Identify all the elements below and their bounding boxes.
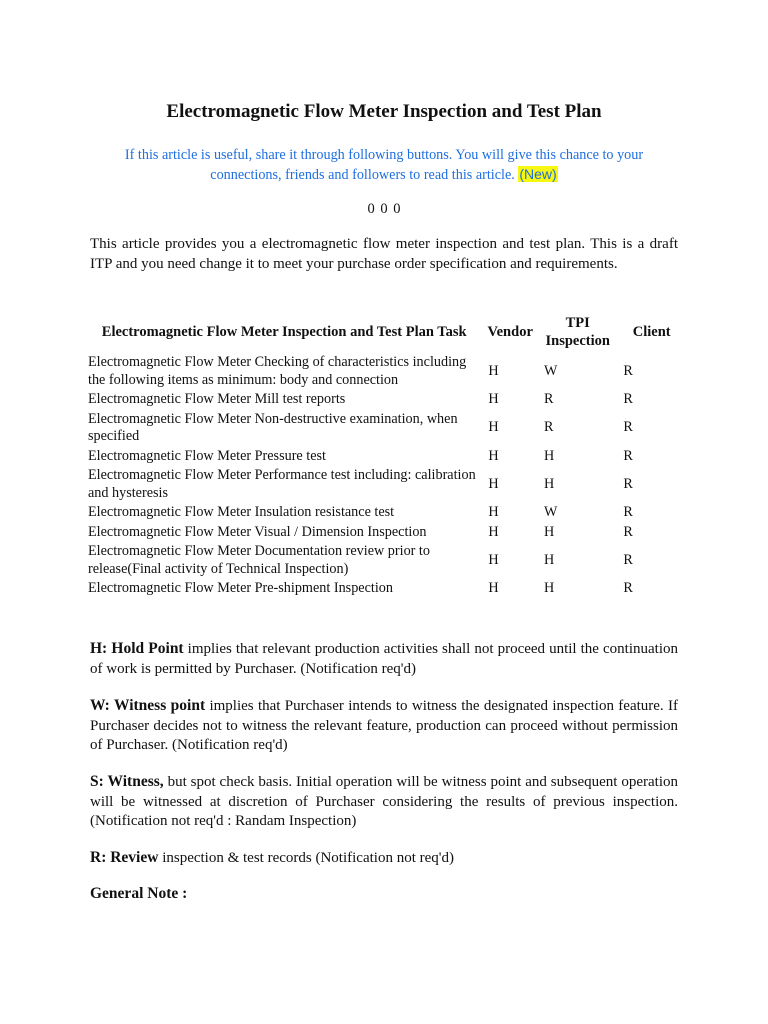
task-cell: Electromagnetic Flow Meter Insulation resistance test <box>88 504 395 520</box>
task-cell: Electromagnetic Flow Meter Documentation review prior to release(Final activity of Technical Inspection) <box>88 543 430 577</box>
table-row <box>86 410 686 447</box>
table-row <box>86 466 686 503</box>
definition-witness-point <box>90 696 678 756</box>
table-row <box>86 353 686 390</box>
task-cell: Electromagnetic Flow Meter Visual / Dimension Inspection <box>88 523 427 540</box>
tpi-cell: H <box>544 523 555 540</box>
vendor-cell: H <box>488 362 499 379</box>
tpi-cell: H <box>544 551 555 568</box>
table-row <box>86 579 686 599</box>
client-cell: R <box>623 447 633 464</box>
vendor-cell: H <box>488 447 499 464</box>
definition-hold-point <box>90 639 678 679</box>
task-cell: Electromagnetic Flow Meter Checking of characteristics including the following items as minimum: body and connection <box>88 354 467 388</box>
page-title: Electromagnetic Flow Meter Inspection and Test Plan <box>166 101 602 122</box>
tpi-cell: H <box>544 475 555 492</box>
definition-text: implies that Purchaser intends to witness the designated inspection feature. If Purchaser decides not to witness the relevant feature, production can proceed without permission of Purchaser. (Notification req'd) <box>90 698 678 753</box>
vendor-cell: H <box>488 580 499 596</box>
header-tpi-line1: TPI <box>565 315 590 331</box>
tpi-cell: H <box>544 580 555 596</box>
tpi-cell: W <box>544 362 558 379</box>
general-note-heading: General Note : <box>90 885 188 902</box>
tpi-cell: H <box>544 447 555 464</box>
definition-review <box>90 848 678 869</box>
definition-text: inspection & test records (Notification not req'd) <box>162 850 454 866</box>
definition-term: W: Witness point <box>90 697 206 714</box>
table-row <box>86 503 686 523</box>
definition-text: implies that relevant production activities shall not proceed until the continuation of work is permitted by Purchaser. (Notification req'd) <box>90 641 678 677</box>
vendor-cell: H <box>488 551 499 568</box>
table-row <box>86 523 686 543</box>
table-row <box>86 542 686 579</box>
header-client: Client <box>632 324 671 340</box>
header-vendor: Vendor <box>487 324 533 340</box>
vendor-cell: H <box>488 504 499 520</box>
task-cell: Electromagnetic Flow Meter Pressure test <box>88 447 326 464</box>
client-cell: R <box>623 551 633 568</box>
header-tpi <box>538 314 617 353</box>
vendor-cell: H <box>488 523 499 540</box>
tpi-cell: R <box>544 419 554 436</box>
task-cell: Electromagnetic Flow Meter Performance test including: calibration and hysteresis <box>88 467 476 501</box>
share-count[interactable]: 0 <box>380 201 388 217</box>
vendor-cell: H <box>488 419 499 436</box>
client-cell: R <box>623 419 633 436</box>
client-cell: R <box>623 475 633 492</box>
definition-term: S: Witness, <box>90 773 164 790</box>
tpi-cell: R <box>544 391 554 407</box>
itp-table <box>86 314 686 599</box>
definition-spot-witness <box>90 772 678 832</box>
task-cell: Electromagnetic Flow Meter Non-destructive examination, when specified <box>88 410 458 444</box>
new-badge: (New) <box>519 166 557 182</box>
header-tpi-line2: Inspection <box>545 333 610 349</box>
share-notice-text: If this article is useful, share it through following buttons. You will give this chance to your connections, friends and followers to read this article. <box>124 147 644 183</box>
vendor-cell: H <box>488 475 499 492</box>
intro-paragraph: This article provides you a electromagnetic flow meter inspection and test plan. This is a draft ITP and you need change it to meet your purchase order specification and requirements. <box>90 236 678 272</box>
vendor-cell: H <box>488 391 499 407</box>
task-cell: Electromagnetic Flow Meter Mill test reports <box>88 391 346 407</box>
table-header-row <box>86 314 686 353</box>
share-notice <box>90 146 678 185</box>
client-cell: R <box>623 391 633 407</box>
client-cell: R <box>623 362 633 379</box>
client-cell: R <box>623 580 633 596</box>
share-count[interactable]: 0 <box>393 201 401 217</box>
task-cell: Electromagnetic Flow Meter Pre-shipment Inspection <box>88 580 393 596</box>
client-cell: R <box>623 523 633 540</box>
table-row <box>86 390 686 410</box>
definition-term: R: Review <box>90 849 159 866</box>
share-count[interactable]: 0 <box>367 201 375 217</box>
table-body <box>86 353 686 599</box>
share-counts <box>0 201 768 218</box>
table-row <box>86 447 686 467</box>
definition-term: H: Hold Point <box>90 640 184 657</box>
tpi-cell: W <box>544 504 558 520</box>
header-task: Electromagnetic Flow Meter Inspection and Test Plan Task <box>101 324 467 340</box>
definition-text: but spot check basis. Initial operation will be witness point and subsequent operation will be witnessed at discretion of Purchaser considering the results of previous inspection. (Notification not req'd : Randam Inspection) <box>90 774 678 829</box>
client-cell: R <box>623 504 633 520</box>
